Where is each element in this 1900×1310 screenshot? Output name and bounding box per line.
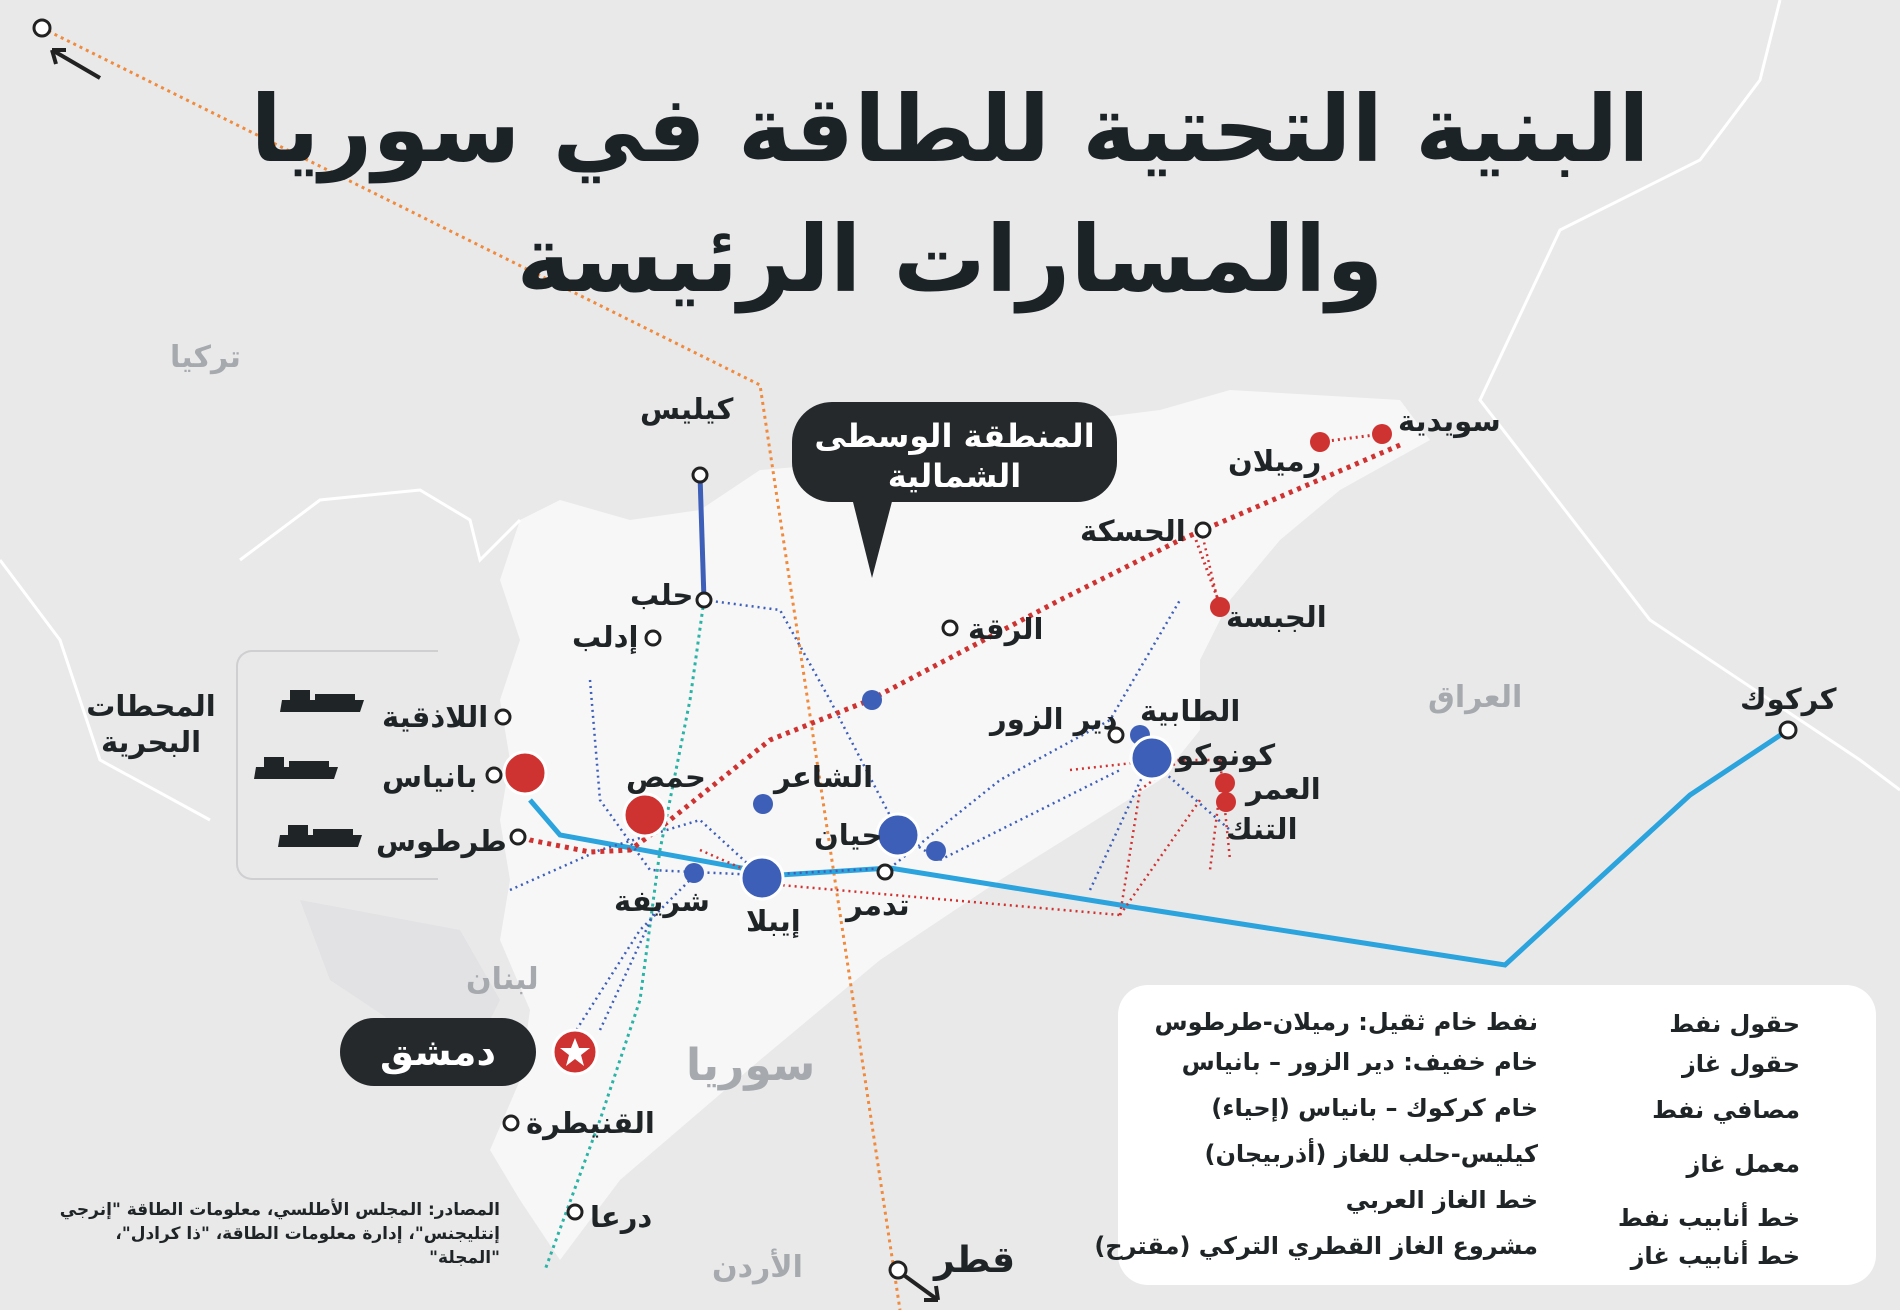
label-qatar: قطر — [934, 1240, 1016, 1281]
label-tanak: التنك — [1226, 812, 1298, 846]
label-idlib: إدلب — [572, 620, 639, 654]
sources-line-1: المصادر: المجلس الأطلسي، معلومات الطاقة "إنرجي — [59, 1200, 500, 1220]
qatar-turkey-endpoint — [34, 20, 50, 36]
sources-line-2: إنتليجنس"، إدارة معلومات الطاقة، "ذا كرادل"، "المجلة" — [115, 1224, 500, 1268]
label-hasakah: الحسكة — [1080, 514, 1186, 548]
country-turkey: تركيا — [170, 340, 241, 375]
label-shaer: الشاعر — [774, 760, 874, 794]
marine-stations-bracket — [236, 650, 438, 880]
label-omar: العمر — [1246, 772, 1321, 806]
label-marine-stations: المحطات البحرية — [86, 689, 216, 759]
kirkuk-endpoint — [1780, 722, 1796, 738]
legend-oil-pipeline: خط أنابيب نفط — [1617, 1204, 1800, 1232]
qatar-endpoint — [890, 1262, 906, 1278]
country-lebanon: لبنان — [466, 962, 539, 997]
label-palmyra: تدمر — [846, 888, 910, 922]
sources-note — [40, 1198, 500, 1270]
legend-gas-fields: حقول غاز — [1681, 1050, 1800, 1078]
label-baniyas: بانياس — [382, 760, 478, 794]
north-central-callout: المنطقة الوسطى الشمالية — [792, 402, 1117, 502]
legend-light-crude: خام خفيف: دير الزور – بانياس — [1181, 1048, 1538, 1076]
title-line-1: البنية التحتية للطاقة في سوريا — [250, 76, 1650, 183]
label-latakia: اللاذقية — [382, 700, 489, 734]
label-homs: حمص — [626, 760, 706, 794]
label-ebla: إيبلا — [746, 904, 801, 938]
legend-gas-pipeline: خط أنابيب غاز — [1630, 1242, 1800, 1270]
legend-kilis-line: كيليس-حلب للغاز (أذربيجان) — [1204, 1140, 1538, 1168]
country-jordan: الأردن — [712, 1250, 803, 1285]
label-jibsa: الجبسة — [1226, 600, 1327, 634]
label-sharifa: شريفة — [614, 884, 710, 918]
label-conoco: كونوكو — [1176, 738, 1276, 772]
legend-qatar-turkey: مشروع الغاز القطري التركي (مقترح) — [1094, 1232, 1538, 1260]
legend-refineries: مصافي نفط — [1652, 1096, 1800, 1124]
legend-oil-fields: حقول نفط — [1669, 1010, 1800, 1038]
damascus-callout: دمشق — [340, 1018, 536, 1086]
label-quneitra: القنيطرة — [526, 1106, 655, 1140]
label-tabiya: الطابية — [1140, 694, 1241, 728]
label-raqqa: الرقة — [968, 612, 1044, 646]
legend-gas-plants: معمل غاز — [1686, 1150, 1800, 1178]
legend-arab-gas: خط الغاز العربي — [1345, 1186, 1538, 1214]
turkey-coast — [240, 490, 520, 560]
title-line-2: والمسارات الرئيسة — [516, 206, 1384, 313]
country-iraq: العراق — [1428, 680, 1523, 715]
label-deir-ezzor: دير الزور — [990, 702, 1118, 736]
label-aleppo: حلب — [630, 578, 694, 612]
label-hayan: حيان — [814, 818, 883, 852]
label-kirkuk: كركوك — [1740, 682, 1837, 716]
label-daraa: درعا — [590, 1200, 653, 1234]
label-kilis: كيليس — [640, 392, 734, 426]
label-tartus: طرطوس — [376, 824, 507, 858]
label-suwaydiyah: سويدية — [1398, 404, 1501, 438]
legend-heavy-crude: نفط خام ثقيل: رميلان-طرطوس — [1154, 1008, 1538, 1036]
country-syria: سوريا — [686, 1040, 816, 1091]
legend-kirkuk-line: خام كركوك – بانياس (إحياء) — [1211, 1094, 1538, 1122]
label-rmeilan: رميلان — [1228, 444, 1322, 478]
